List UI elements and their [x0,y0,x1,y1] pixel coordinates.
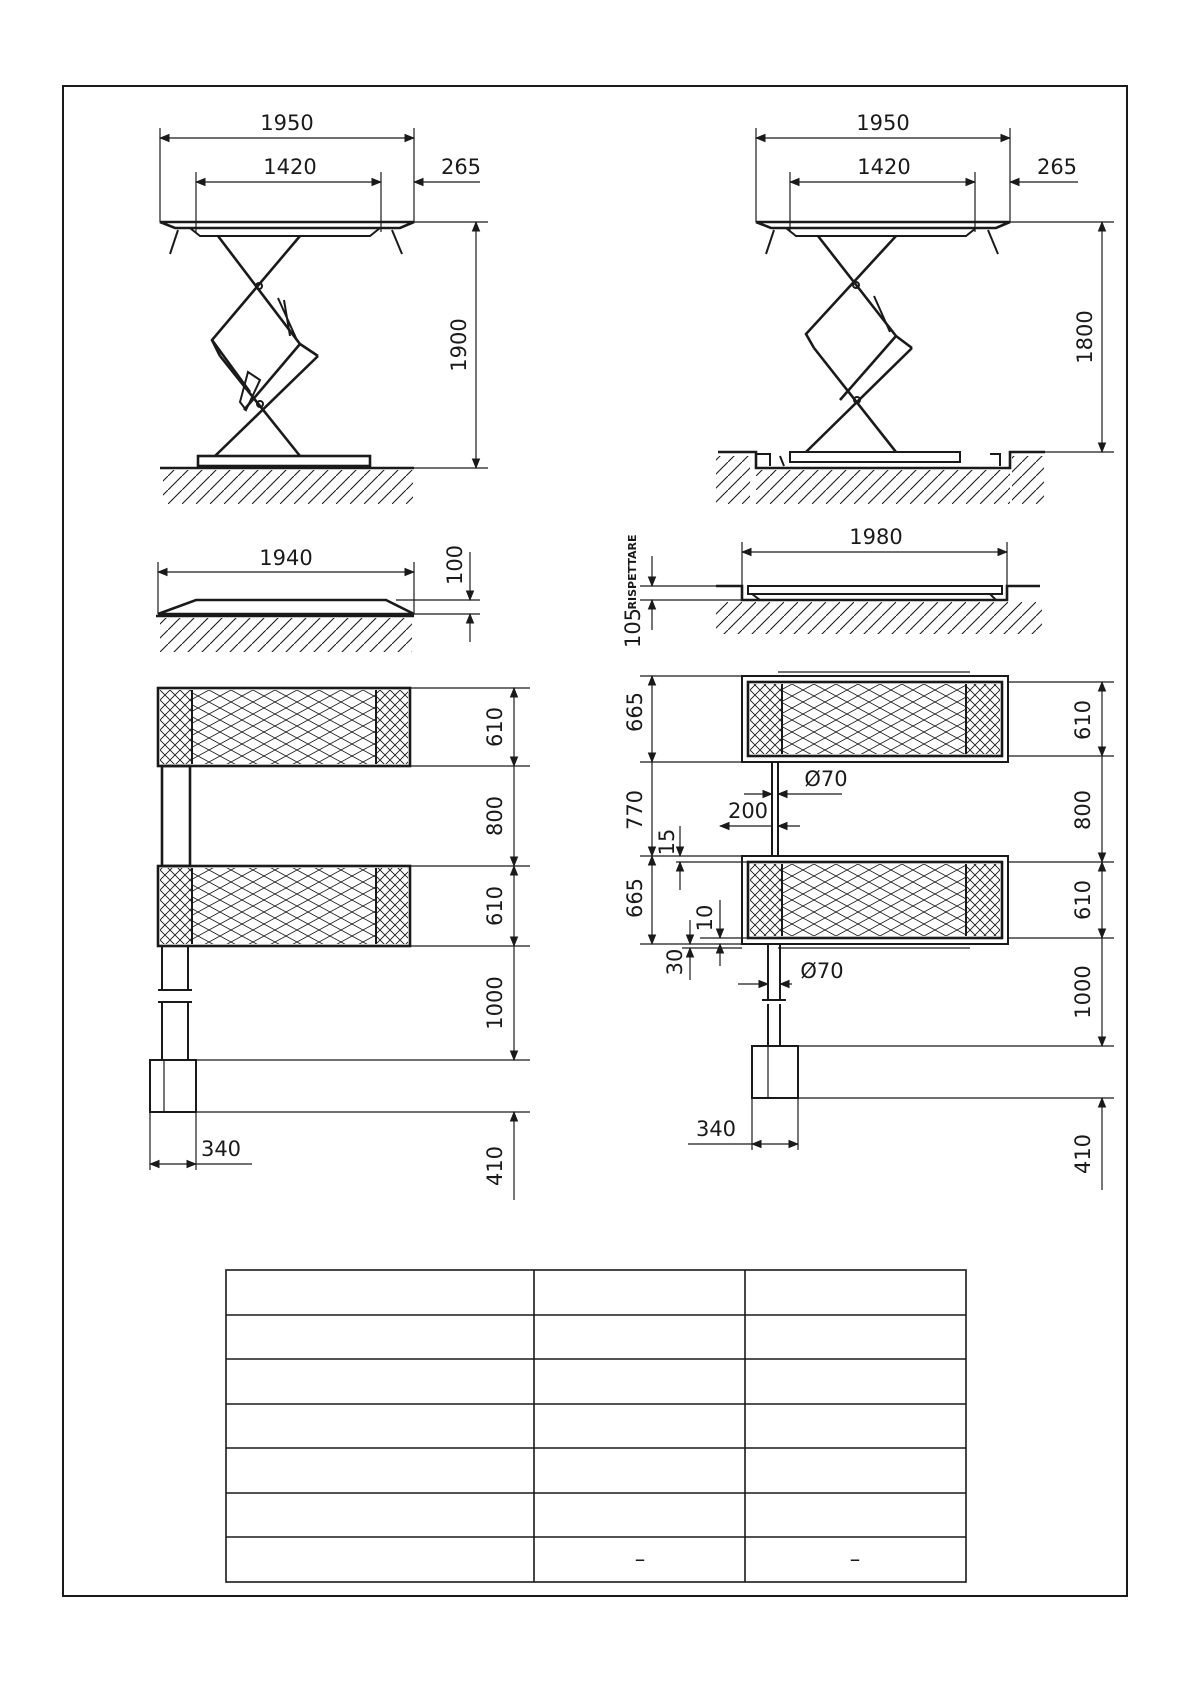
dim-platform-width-bottom: 610 [483,885,507,927]
dim-unit-depth: 410 [1071,1133,1095,1175]
closed-view-flush [621,525,1042,648]
dim-offset-10: 10 [693,904,717,932]
dim-unit-depth: 410 [483,1145,507,1187]
dim-pit-depth: 105 [621,607,645,649]
dim-offset-15: 15 [655,828,679,856]
plan-view-flush [623,672,1114,1190]
dim-hose-run: 1000 [483,976,507,1030]
table-cell-r7-c3: – [849,1547,861,1571]
dim-pit-width-bottom: 665 [623,877,647,919]
side-view-surface [160,111,488,504]
dim-platform-width-top: 610 [483,706,507,748]
dim-duct-diameter-top: Ø70 [804,767,848,791]
dim-unit-width: 340 [695,1117,737,1141]
dim-pad-span: 1420 [263,155,317,179]
plan-view-surface [150,688,530,1200]
dim-overhang: 265 [1036,155,1078,179]
dim-lift-height: 1900 [447,318,471,372]
dim-offset-30: 30 [663,948,687,976]
dim-overall-length: 1950 [856,111,910,135]
dim-overhang: 265 [440,155,482,179]
dim-closed-height: 100 [443,544,467,586]
sheet-border [63,86,1127,1596]
dim-gap: 800 [483,795,507,837]
dim-lift-height: 1800 [1073,310,1097,364]
side-view-flush [716,111,1114,504]
dim-duct-diameter-bottom: Ø70 [800,959,844,983]
dim-gap: 800 [1071,789,1095,831]
dim-hose-run: 1000 [1071,965,1095,1019]
dim-duct-spacing: 200 [727,799,769,823]
dim-overall-length: 1950 [260,111,314,135]
closed-view-surface [156,545,480,652]
dim-closed-length: 1940 [259,546,313,570]
dim-platform-width-top: 610 [1071,699,1095,741]
dim-platform-width-bottom: 610 [1071,879,1095,921]
dim-pad-span: 1420 [857,155,911,179]
table-cell-r7-c2: – [634,1547,646,1571]
dim-pit-width-top: 665 [623,691,647,733]
dim-pit-gap: 770 [623,789,647,831]
spec-table [226,1270,966,1582]
pit-note: RISPETTARE [626,534,639,610]
dim-unit-width: 340 [200,1137,242,1161]
dim-closed-length: 1980 [849,525,903,549]
